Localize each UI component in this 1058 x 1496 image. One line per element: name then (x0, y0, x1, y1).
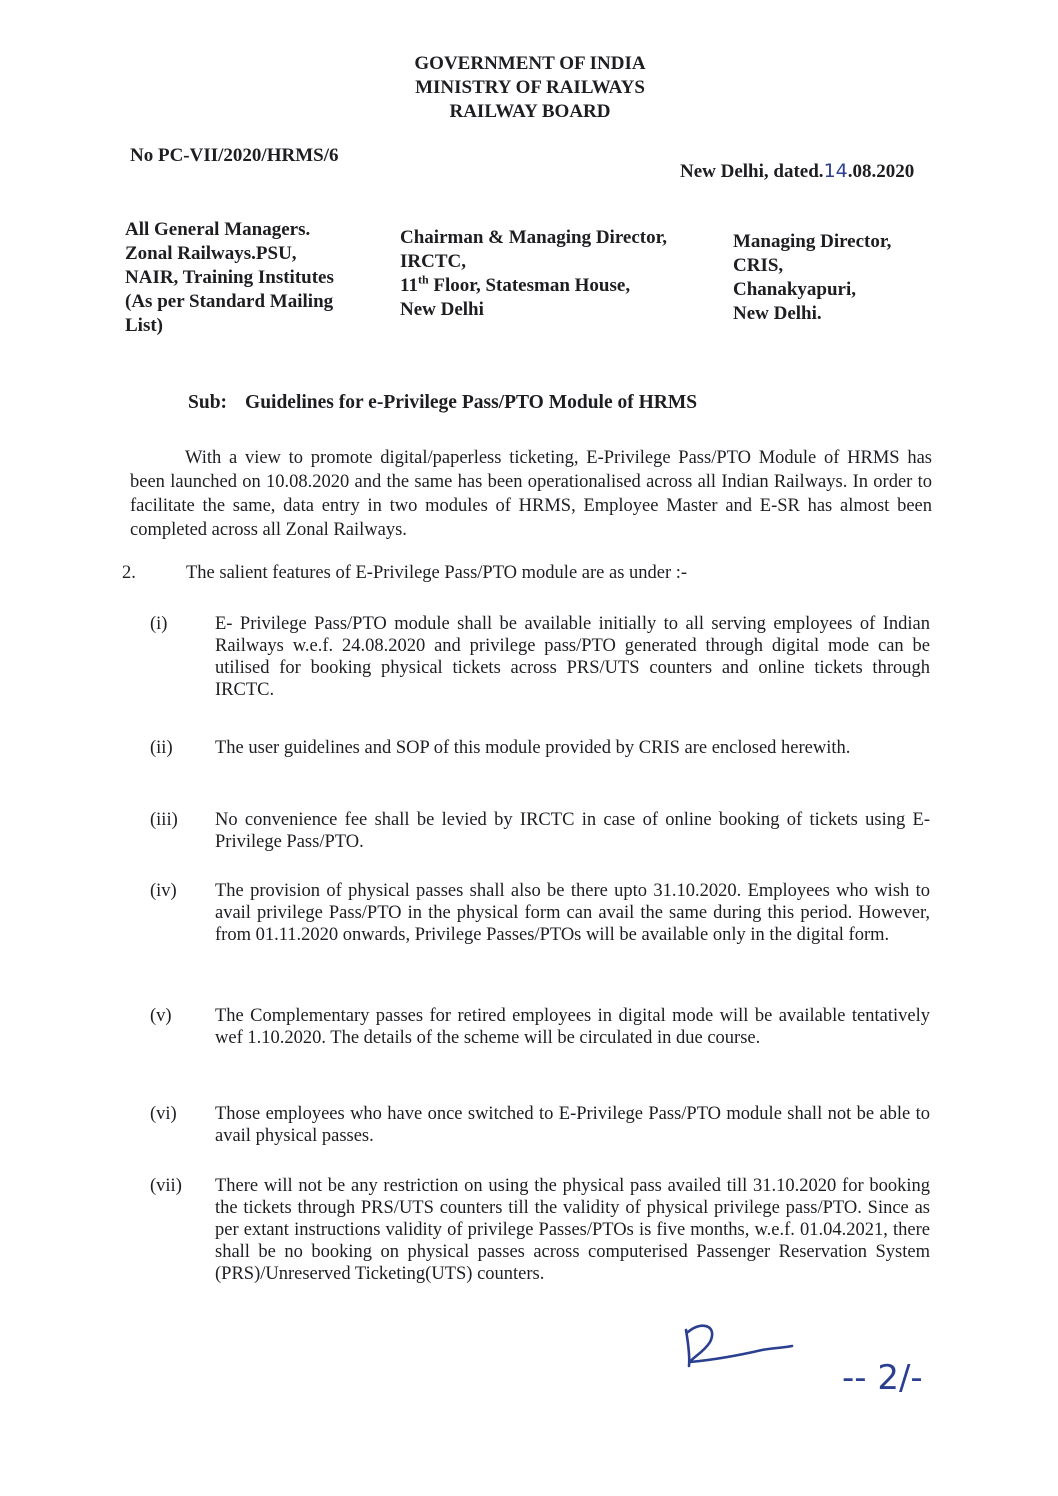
reference-number: No PC-VII/2020/HRMS/6 (130, 145, 339, 166)
addressee-line (400, 274, 715, 298)
feature-item (140, 880, 930, 946)
subject-label: Sub: (188, 392, 228, 413)
paragraph-2 (122, 563, 687, 584)
subject-text: Guidelines for e-Privilege Pass/PTO Module of HRMS (245, 392, 698, 413)
floor-address: Floor, Statesman House, (428, 275, 631, 296)
addressee-irctc (400, 226, 715, 322)
addressee-line: Chanakyapuri, (733, 279, 857, 300)
date-day-handwritten: 14 (823, 160, 848, 182)
item-number: (vii) (150, 1176, 182, 1196)
letterhead-board: RAILWAY BOARD (449, 101, 611, 122)
feature-item (140, 1005, 930, 1049)
item-text: The Complementary passes for retired employees in digital mode will be available tentatively wef 1.10.2020. The details of the scheme will be circulated in due course. (215, 1006, 930, 1048)
addressee-line: Managing Director, (733, 231, 892, 252)
letterhead-ministry: MINISTRY OF RAILWAYS (415, 77, 645, 98)
feature-item (140, 809, 930, 853)
item-text: No convenience fee shall be levied by IRCTC in case of online booking of tickets using E-Privilege Pass/PTO. (215, 810, 930, 852)
feature-item (140, 737, 930, 759)
floor-number: 11 (400, 275, 418, 296)
item-number: (ii) (150, 738, 173, 758)
date-rest: .08.2020 (847, 161, 915, 182)
feature-item (140, 1103, 930, 1147)
item-number: (iii) (150, 810, 178, 830)
intro-paragraph: With a view to promote digital/paperless ticketing, E-Privilege Pass/PTO Module of HRMS has been launched on 10.08.2020 and the same has been operationalised across all Indian Railways. In order to facilitate the same, data entry in two modules of HRMS, Employee Master and E-SR has almost been completed across all Zonal Railways. (130, 448, 932, 540)
addressee-line: All General Managers. (125, 219, 311, 240)
addressee-line: Chairman & Managing Director, (400, 227, 668, 248)
feature-item (140, 1175, 930, 1285)
item-text: Those employees who have once switched to E-Privilege Pass/PTO module shall not be able to avail physical passes. (215, 1104, 930, 1146)
item-number: (vi) (150, 1104, 177, 1124)
item-text: There will not be any restriction on using the physical pass availed till 31.10.2020 for booking the tickets through PRS/UTS counters till the validity of physical privilege pass/PTO. Since as per extant instructions validity of privilege Passes/PTOs is five months, w.e.f. 01.04.2021, there shall be no booking on physical passes across computerised Passenger Reservation System (PRS)/Unreserved Ticketing(UTS) counters. (215, 1176, 930, 1284)
letterhead (380, 52, 680, 124)
letter-date (680, 160, 914, 183)
letterhead-government: GOVERNMENT OF INDIA (414, 53, 646, 74)
paragraph-text: The salient features of E-Privilege Pass/PTO module are as under :- (186, 563, 688, 583)
page-continuation-marker: -- 2/- (842, 1358, 923, 1398)
item-text: The provision of physical passes shall also be there upto 31.10.2020. Employees who wish to avail privilege Pass/PTO in the physical form can avail the same during this period. However, from 01.11.2020 onwards, Privilege Passes/PTOs will be available only in the digital form. (215, 881, 930, 945)
addressee-cris (733, 230, 933, 326)
floor-suffix: th (417, 272, 429, 287)
item-text: The user guidelines and SOP of this module provided by CRIS are enclosed herewith. (215, 738, 851, 758)
signature-initials (672, 1312, 822, 1382)
item-text: E- Privilege Pass/PTO module shall be available initially to all serving employees of Indian Railways w.e.f. 24.08.2020 and privilege pass/PTO generated through digital mode can be utilised for booking physical tickets across PRS/UTS counters and online tickets through IRCTC. (215, 614, 930, 700)
addressee-line: New Delhi (400, 299, 484, 320)
addressee-line: NAIR, Training Institutes (125, 267, 334, 288)
addressee-line: New Delhi. (733, 303, 822, 324)
addressee-general-managers (125, 218, 375, 338)
addressee-line: CRIS, (733, 255, 784, 276)
item-number: (i) (150, 614, 168, 634)
feature-item (140, 613, 930, 701)
subject-line (188, 392, 697, 414)
date-prefix: New Delhi, dated. (680, 161, 824, 182)
addressee-line: IRCTC, (400, 251, 466, 272)
addressee-line: List) (125, 315, 163, 336)
item-number: (v) (150, 1006, 172, 1026)
addressee-line: Zonal Railways.PSU, (125, 243, 297, 264)
paragraph-number: 2. (122, 563, 136, 583)
item-number: (iv) (150, 881, 177, 901)
addressee-line: (As per Standard Mailing (125, 291, 334, 312)
